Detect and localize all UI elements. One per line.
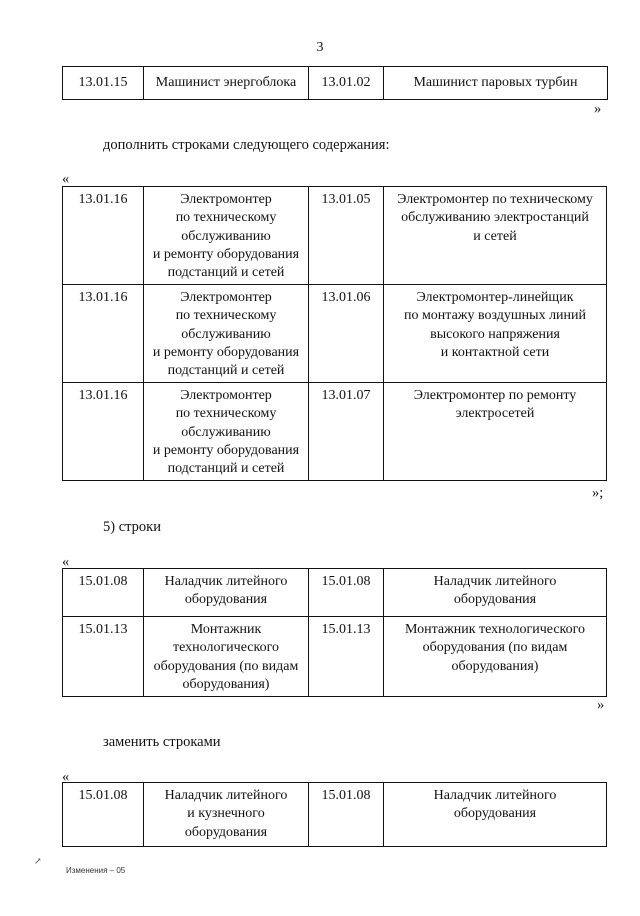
profession-cell: Монтажник технологического оборудования (по видам оборудования) xyxy=(144,617,309,697)
table-row xyxy=(63,67,608,100)
closing-quote: » xyxy=(594,101,602,117)
profession-cell: Монтажник технологического оборудования (по видам оборудования) xyxy=(384,617,607,697)
table-row xyxy=(63,783,607,847)
code-cell: 13.01.05 xyxy=(309,187,384,285)
table-old xyxy=(62,568,607,697)
profession-cell: Электромонтер по ремонту электросетей xyxy=(384,383,607,481)
code-cell: 13.01.07 xyxy=(309,383,384,481)
paragraph-text: 5) строки xyxy=(103,519,161,535)
table-add xyxy=(62,186,607,481)
profession-cell: Электромонтер-линейщик по монтажу воздушных линий высокого напряжения и контактной сети xyxy=(384,285,607,383)
code-cell: 15.01.08 xyxy=(63,569,144,617)
table-body xyxy=(63,783,607,847)
profession-cell: Электромонтер по техническому обслуживанию и ремонту оборудования подстанций и сетей xyxy=(144,383,309,481)
profession-cell: Электромонтер по техническому обслуживанию и ремонту оборудования подстанций и сетей xyxy=(144,187,309,285)
closing-quote: » xyxy=(597,697,605,713)
opening-quote: « xyxy=(62,554,70,570)
table-row xyxy=(63,187,607,285)
table-row xyxy=(63,569,607,617)
corner-mark-icon: ↗ xyxy=(34,856,42,866)
paragraph-text: заменить строками xyxy=(103,734,221,750)
table-body xyxy=(63,187,607,481)
profession-cell: Наладчик литейного оборудования xyxy=(384,569,607,617)
table-row xyxy=(63,383,607,481)
page-number: 3 xyxy=(316,40,324,55)
code-cell: 15.01.08 xyxy=(63,783,144,847)
table-top xyxy=(62,66,608,100)
profession-cell: Машинист энергоблока xyxy=(144,67,309,100)
table-row xyxy=(63,617,607,697)
code-cell: 15.01.13 xyxy=(63,617,144,697)
paragraph-text: дополнить строками следующего содержания: xyxy=(103,137,390,153)
table-row xyxy=(63,285,607,383)
profession-cell: Машинист паровых турбин xyxy=(384,67,608,100)
closing-quote: »; xyxy=(592,485,604,501)
code-cell: 13.01.16 xyxy=(63,383,144,481)
profession-cell: Электромонтер по техническому обслуживанию и ремонту оборудования подстанций и сетей xyxy=(144,285,309,383)
table-body xyxy=(63,67,608,100)
opening-quote: « xyxy=(62,769,70,785)
profession-cell: Электромонтер по техническому обслуживанию электростанций и сетей xyxy=(384,187,607,285)
code-cell: 13.01.16 xyxy=(63,285,144,383)
code-cell: 15.01.08 xyxy=(309,783,384,847)
footer-label: Изменения – 05 xyxy=(66,866,126,875)
opening-quote: « xyxy=(62,171,70,187)
code-cell: 13.01.16 xyxy=(63,187,144,285)
profession-cell: Наладчик литейного оборудования xyxy=(384,783,607,847)
code-cell: 15.01.08 xyxy=(309,569,384,617)
table-new xyxy=(62,782,607,847)
table-body xyxy=(63,569,607,697)
code-cell: 13.01.06 xyxy=(309,285,384,383)
profession-cell: Наладчик литейного оборудования xyxy=(144,569,309,617)
code-cell: 13.01.15 xyxy=(63,67,144,100)
profession-cell: Наладчик литейного и кузнечного оборудования xyxy=(144,783,309,847)
code-cell: 13.01.02 xyxy=(309,67,384,100)
code-cell: 15.01.13 xyxy=(309,617,384,697)
